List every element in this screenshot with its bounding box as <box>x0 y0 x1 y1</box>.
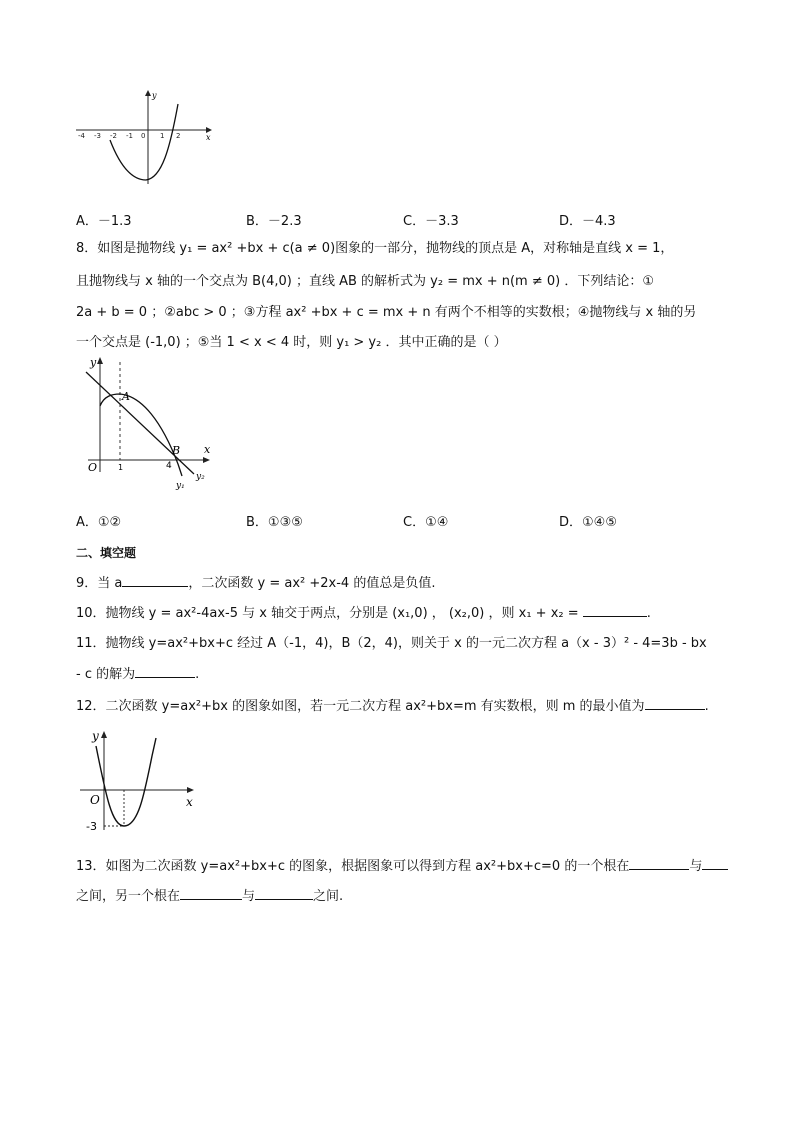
q12-parabola <box>96 738 156 826</box>
q12-answer-blank[interactable] <box>645 697 705 710</box>
q13-text-pre2: 之间，另一个根在 <box>76 889 181 904</box>
q12-x-label: x <box>186 795 193 809</box>
q7-tick-label: 0 <box>141 132 146 140</box>
q12-min-label: -3 <box>86 820 97 833</box>
q8-y1-label: y₁ <box>176 481 185 491</box>
q8-text-line4: 一个交点是 (-1,0) ；⑤当 1 < x < 4 时，则 y₁ > y₂ ．其中正确的是（ ） <box>76 335 507 350</box>
q13-text-post: 之间. <box>313 889 344 904</box>
q12-origin-label: O <box>90 793 100 807</box>
q8-tick-4: 4 <box>166 461 172 471</box>
q8-y-label: y <box>90 356 97 369</box>
q8-x-arrow <box>203 457 210 463</box>
q7-tick-label: 2 <box>176 132 181 140</box>
q9-text <box>76 574 435 593</box>
q8-graph <box>82 352 218 494</box>
q7-y-arrow <box>145 90 151 96</box>
q7-x-label: x <box>206 133 211 142</box>
q7-tick-label: -2 <box>110 132 117 140</box>
q8-option-b: B．①③⑤ <box>246 515 303 530</box>
section-title: 二、填空题 <box>76 546 137 560</box>
q8-option-c: C．①④ <box>403 515 449 530</box>
q8-y2-label: y₂ <box>196 472 205 482</box>
q7-graph <box>72 88 214 186</box>
q10-answer-blank[interactable] <box>583 604 647 617</box>
q11-text-post: . <box>195 667 200 682</box>
q7-option-d: D．－4.3 <box>559 214 616 229</box>
q10-text-post: . <box>646 606 651 621</box>
q10-text-pre: 10．抛物线 y = ax²-4ax-5 与 x 轴交于两点，分别是 (x₁,0) ， (x₂,0) ，则 x₁ + x₂ = <box>76 606 583 621</box>
q11-text-line1: 11．抛物线 y=ax²+bx+c 经过 A（-1，4)，B（2，4)，则关于 x 的一元二次方程 a（x - 3）² - 4=3b - bx <box>76 636 707 651</box>
q9-answer-blank[interactable] <box>122 574 188 587</box>
q8-line-y2 <box>86 372 194 474</box>
q13-text-line2 <box>76 887 343 906</box>
q13-blank-4[interactable] <box>255 887 313 900</box>
q13-blank-1[interactable] <box>629 857 689 870</box>
q11-answer-blank[interactable] <box>135 665 195 678</box>
q8-text-line2: 且抛物线与 x 轴的一个交点为 B(4,0) ；直线 AB 的解析式为 y₂ = mx + n(m ≠ 0) ．下列结论：① <box>76 274 655 289</box>
q13-text-pre: 13．如图为二次函数 y=ax²+bx+c 的图象，根据图象可以得到方程 ax²+bx+c=0 的一个根在 <box>76 859 630 874</box>
q13-text-mid: 与 <box>689 859 703 874</box>
q7-option-b: B．－2.3 <box>246 214 302 229</box>
q7-parabola <box>110 104 181 180</box>
q7-tick-label: 1 <box>160 132 165 140</box>
q8-origin-label: O <box>88 461 98 474</box>
q8-option-a: A．①② <box>76 515 122 530</box>
q8-text-line3: 2a + b = 0 ；②abc > 0 ；③方程 ax² +bx + c = mx + n 有两个不相等的实数根；④抛物线与 x 轴的另 <box>76 305 697 320</box>
q13-text-line1 <box>76 857 728 876</box>
q12-x-arrow <box>187 787 194 793</box>
q10-text <box>76 604 651 623</box>
q8-text-line1: 8．如图是抛物线 y₁ = ax² +bx + c(a ≠ 0)图象的一部分，抛物线的顶点是 A，对称轴是直线 x = 1， <box>76 241 674 256</box>
q12-text-post: . <box>704 699 709 714</box>
q12-text <box>76 697 709 716</box>
q13-blank-2[interactable] <box>702 857 728 870</box>
q8-tick-1: 1 <box>118 463 124 472</box>
q7-option-c: C．－3.3 <box>403 214 459 229</box>
q12-graph <box>76 726 204 836</box>
q8-point-b-label: B <box>172 444 181 457</box>
q13-text-mid2: 与 <box>242 889 256 904</box>
q7-tick-label: -1 <box>126 132 133 140</box>
q9-text-pre: 9．当 a <box>76 576 123 591</box>
q12-text-pre: 12．二次函数 y=ax²+bx 的图象如图，若一元二次方程 ax²+bx=m 有实数根，则 m 的最小值为 <box>76 699 645 714</box>
q12-y-arrow <box>101 731 107 738</box>
q7-option-a: A．－1.3 <box>76 214 132 229</box>
q7-tick-label: -3 <box>94 132 101 140</box>
q12-y-label: y <box>92 729 99 743</box>
q8-point-a-label: A <box>122 390 130 403</box>
q8-option-d: D．①④⑤ <box>559 515 617 530</box>
q8-y-arrow <box>97 357 103 364</box>
q7-y-label: y <box>152 91 157 100</box>
q8-x-label: x <box>204 443 211 456</box>
q11-text-pre: - c 的解为 <box>76 667 136 682</box>
q11-text-line2 <box>76 665 199 684</box>
q13-blank-3[interactable] <box>180 887 242 900</box>
q9-text-post: ，二次函数 y = ax² +2x-4 的值总是负值. <box>188 576 436 591</box>
q7-tick-label: -4 <box>78 132 85 140</box>
